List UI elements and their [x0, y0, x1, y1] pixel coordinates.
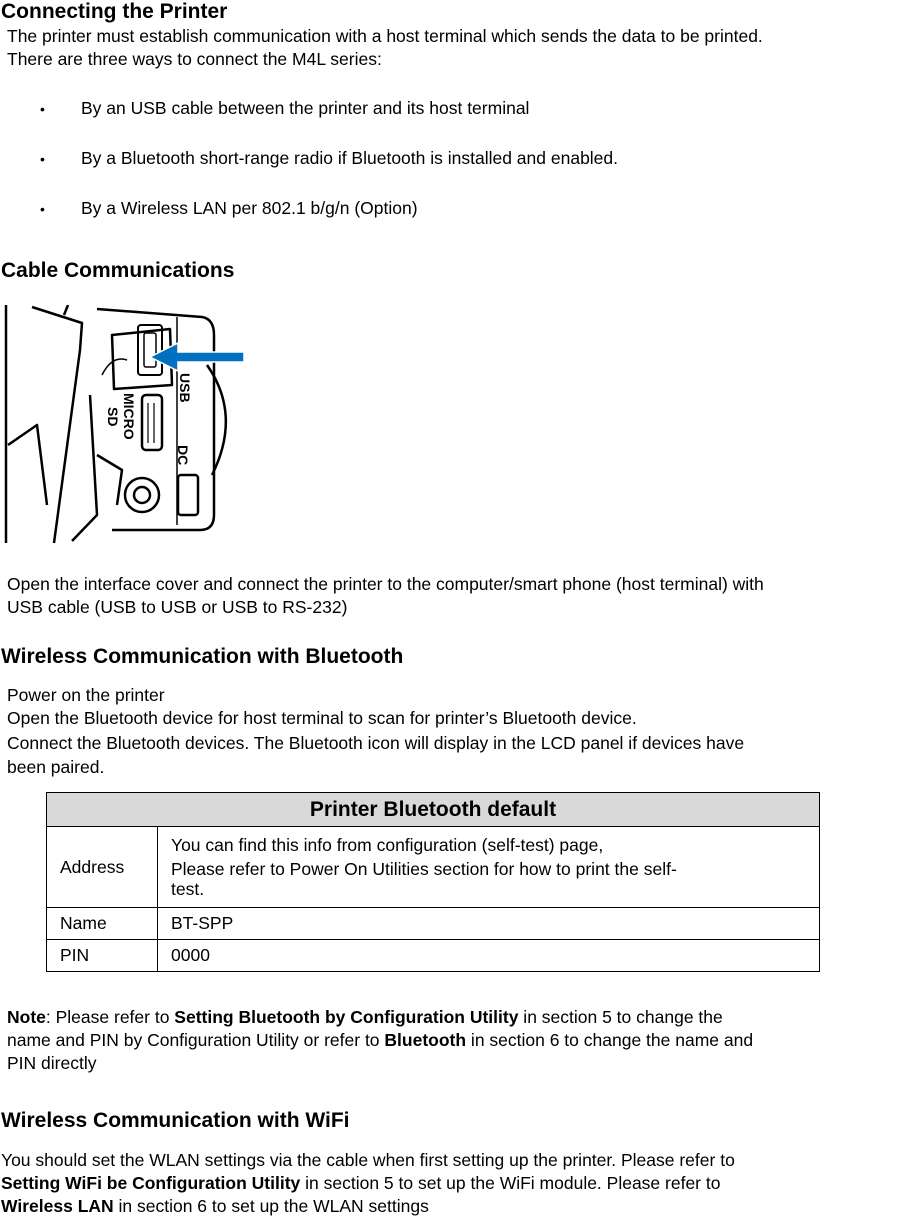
bluetooth-line: Connect the Bluetooth devices. The Bluetooth icon will display in the LCD panel if devices have	[7, 733, 745, 753]
intro-line-1: The printer must establish communication with a host terminal which sends the data to be printed.	[7, 26, 763, 46]
note-text: : Please refer to	[45, 1007, 175, 1027]
bullet-icon: •	[40, 201, 45, 217]
address-value	[158, 827, 820, 908]
name-label: Name	[47, 908, 158, 940]
address-line-3: test.	[171, 879, 205, 899]
figure-label-usb: USB	[177, 373, 193, 403]
table-header: Printer Bluetooth default	[47, 793, 820, 827]
bullet-text: By an USB cable between the printer and its host terminal	[81, 98, 530, 118]
address-label: Address	[47, 827, 158, 908]
name-value: BT-SPP	[158, 908, 820, 940]
note-link-bluetooth: Bluetooth	[384, 1030, 467, 1050]
wifi-line-3	[1, 1195, 429, 1218]
address-line-2: Please refer to Power On Utilities section for how to print the self-	[171, 859, 677, 879]
section-title-cable: Cable Communications	[1, 259, 235, 282]
wifi-line-2	[1, 1172, 720, 1195]
pin-value: 0000	[158, 940, 820, 972]
note-label: Note	[7, 1007, 46, 1027]
bluetooth-line: Open the Bluetooth device for host terminal to scan for printer’s Bluetooth device.	[7, 708, 637, 728]
cable-caption-line-1: Open the interface cover and connect the printer to the computer/smart phone (host terminal) with	[7, 574, 764, 594]
figure-label-dc: DC	[175, 445, 191, 466]
bluetooth-line: Power on the printer	[7, 685, 165, 705]
note-line-3: PIN directly	[7, 1053, 97, 1073]
figure-label-sd: SD	[105, 407, 121, 427]
wifi-link-wireless-lan: Wireless LAN	[1, 1196, 114, 1216]
note-line-2	[7, 1029, 753, 1052]
note-text: in section 5 to change the	[518, 1007, 723, 1027]
wifi-text: in section 5 to set up the WiFi module. Please refer to	[300, 1173, 721, 1193]
section-title-bluetooth: Wireless Communication with Bluetooth	[1, 645, 404, 668]
note-line-1	[7, 1006, 723, 1029]
section-title-connecting: Connecting the Printer	[1, 0, 228, 23]
wifi-line-1: You should set the WLAN settings via the cable when first setting up the printer. Please refer to	[1, 1150, 735, 1170]
section-title-wifi: Wireless Communication with WiFi	[1, 1109, 350, 1132]
usb-port-figure	[2, 305, 247, 547]
bullet-text: By a Wireless LAN per 802.1 b/g/n (Option)	[81, 198, 418, 218]
table-row	[47, 940, 820, 972]
figure-label-micro: MICRO	[121, 393, 137, 440]
note-text: name and PIN by Configuration Utility or refer to	[7, 1030, 385, 1050]
bullet-icon: •	[40, 151, 45, 167]
bullet-item	[40, 197, 418, 221]
note-link-config-utility: Setting Bluetooth by Configuration Utility	[174, 1007, 519, 1027]
wifi-text: in section 6 to set up the WLAN settings	[113, 1196, 429, 1216]
cable-caption-line-2: USB cable (USB to USB or USB to RS-232)	[7, 597, 348, 617]
wifi-link-config-utility: Setting WiFi be Configuration Utility	[1, 1173, 301, 1193]
bullet-item	[40, 147, 619, 171]
pin-label: PIN	[47, 940, 158, 972]
bluetooth-default-table	[46, 792, 820, 972]
bullet-text: By a Bluetooth short-range radio if Bluetooth is installed and enabled.	[81, 148, 619, 168]
bluetooth-line: been paired.	[7, 757, 105, 777]
blue-arrow-icon	[150, 343, 244, 371]
table-row	[47, 827, 820, 908]
bullet-icon: •	[40, 101, 45, 117]
intro-line-2: There are three ways to connect the M4L series:	[7, 49, 382, 69]
note-text: in section 6 to change the name and	[466, 1030, 754, 1050]
table-row	[47, 908, 820, 940]
bullet-item	[40, 97, 530, 121]
address-line-1: You can find this info from configuration (self-test) page,	[171, 835, 604, 855]
